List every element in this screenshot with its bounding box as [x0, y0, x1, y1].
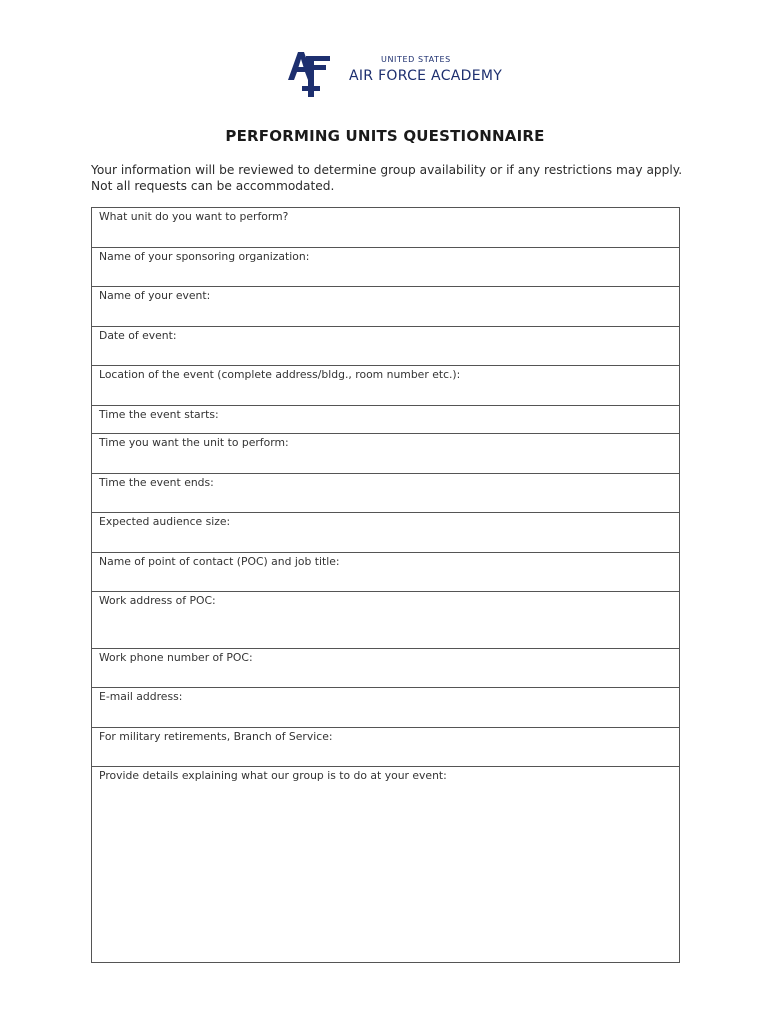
field-label: Location of the event (complete address/bldg., room number etc.): — [99, 368, 461, 381]
field-label: For military retirements, Branch of Service: — [99, 730, 333, 743]
field-perform-time[interactable] — [92, 434, 679, 474]
field-start-time[interactable] — [92, 406, 679, 434]
field-label: Time the event ends: — [99, 476, 214, 489]
field-label: What unit do you want to perform? — [99, 210, 289, 223]
field-label: Work address of POC: — [99, 594, 216, 607]
intro-line-1: Your information will be reviewed to determine group availability or if any restrictions may apply. — [91, 163, 683, 177]
field-label: Date of event: — [99, 329, 177, 342]
field-label: Name of point of contact (POC) and job title: — [99, 555, 340, 568]
field-event-location[interactable] — [92, 366, 679, 406]
field-label: Name of your event: — [99, 289, 211, 302]
logo-line-united-states: UNITED STATES — [381, 55, 451, 64]
field-end-time[interactable] — [92, 474, 679, 513]
field-event-date[interactable] — [92, 327, 679, 366]
air-force-academy-logo — [286, 50, 503, 100]
field-label: Name of your sponsoring organization: — [99, 250, 310, 263]
intro-text — [91, 162, 691, 194]
field-event-name[interactable] — [92, 287, 679, 327]
questionnaire-form — [91, 207, 680, 963]
field-poc-work-phone[interactable] — [92, 649, 679, 688]
field-branch-of-service[interactable] — [92, 728, 679, 767]
field-label: Provide details explaining what our group is to do at your event: — [99, 769, 447, 782]
field-label: Work phone number of POC: — [99, 651, 253, 664]
af-emblem-icon — [286, 50, 346, 100]
logo-line-air-force-academy: AIR FORCE ACADEMY — [349, 68, 503, 84]
field-label: Expected audience size: — [99, 515, 231, 528]
field-unit[interactable] — [92, 208, 679, 248]
page-title: PERFORMING UNITS QUESTIONNAIRE — [225, 127, 545, 145]
field-email[interactable] — [92, 688, 679, 728]
field-sponsoring-organization[interactable] — [92, 248, 679, 287]
field-audience-size[interactable] — [92, 513, 679, 553]
field-poc-name-title[interactable] — [92, 553, 679, 592]
field-event-details[interactable] — [92, 767, 679, 962]
field-poc-work-address[interactable] — [92, 592, 679, 649]
field-label: Time you want the unit to perform: — [99, 436, 289, 449]
intro-line-2: Not all requests can be accommodated. — [91, 179, 335, 193]
field-label: Time the event starts: — [99, 408, 219, 421]
field-label: E-mail address: — [99, 690, 183, 703]
